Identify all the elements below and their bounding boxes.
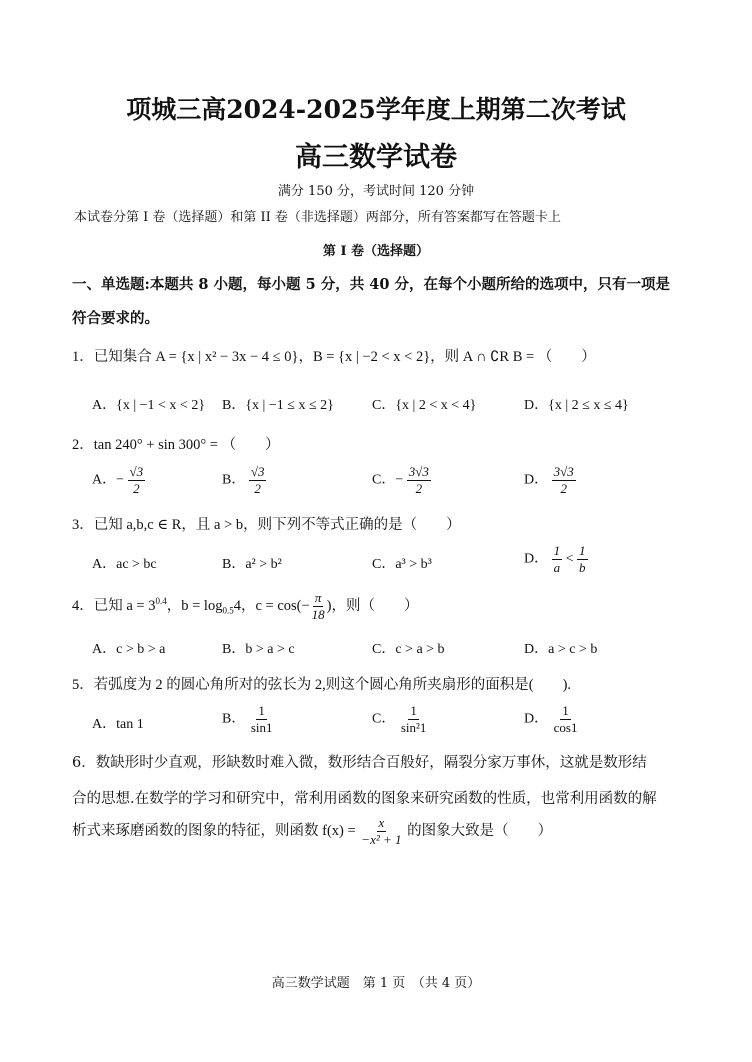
- option-label: B．: [222, 711, 246, 727]
- question-6-line3: [72, 815, 552, 848]
- question-1-stem: 1．已知集合 A = {x | x² − 3x − 4 ≤ 0}，B = {x | −2 < x < 2}，则 A ∩ ∁R B = （ ）: [72, 349, 596, 365]
- instructions: 本试卷分第 I 卷（选择题）和第 II 卷（非选择题）两部分，所有答案都写在答题卡上: [74, 210, 561, 225]
- question-3-option-d: [524, 543, 588, 576]
- section-heading-line2: 符合要求的。: [72, 310, 159, 327]
- option-label: D．: [524, 711, 549, 727]
- question-2-option-d: [524, 464, 576, 497]
- fraction-numerator: 1: [579, 543, 586, 558]
- exam-title: 项城三高2024-2025学年度上期第二次考试: [126, 95, 626, 124]
- log-base: 0.5: [222, 605, 234, 616]
- question-5-option-b: [222, 703, 275, 736]
- option-fraction: [407, 464, 431, 497]
- option-fraction: [249, 464, 267, 497]
- score-time-note: 满分 150 分，考试时间 120 分钟: [277, 184, 475, 199]
- fraction-numerator: √3: [129, 464, 144, 479]
- question-5-option-a: A．tan 1: [92, 717, 144, 732]
- question-3-option-a: A．ac > bc: [92, 557, 157, 572]
- fraction-denominator: sin²1: [400, 720, 427, 735]
- option-label: D．: [524, 551, 549, 567]
- option-sign: −: [116, 472, 125, 488]
- question-6-line2: 合的思想.在数学的学习和研究中，常利用函数的图象来研究函数的性质，也常利用函数的解: [72, 791, 657, 807]
- fraction-numerator: √3: [250, 464, 265, 479]
- stem-part: 的图象大致是（ ）: [407, 822, 553, 839]
- fraction-denominator: sin1: [250, 720, 273, 735]
- function-fraction: [359, 815, 403, 848]
- fraction-numerator: 1: [553, 543, 561, 558]
- option-sign: −: [395, 472, 404, 488]
- exponent: 0.4: [155, 596, 167, 606]
- fraction-numerator: 1: [562, 703, 569, 718]
- option-label: C．: [372, 472, 396, 488]
- option-fraction: [399, 703, 429, 736]
- section-heading-line1: 一、单选题:本题共 8 小题，每小题 5 分，共 40 分，在每个小题所给的选项中，只有一项是: [72, 276, 670, 293]
- question-4-option-b: B．b > a > c: [222, 642, 295, 657]
- fraction-numerator: π: [314, 590, 322, 605]
- stem-part: 4．已知 a = 3: [72, 597, 156, 614]
- question-4-option-a: A．c > b > a: [92, 642, 166, 657]
- question-3-option-b: B．a² > b²: [222, 557, 282, 572]
- fraction-numerator: 3√3: [553, 464, 574, 479]
- question-4-option-d: D．a > c > b: [524, 642, 598, 657]
- fraction-denominator: 2: [560, 481, 567, 496]
- paper-title: 高三数学试卷: [295, 142, 457, 173]
- option-fraction: [128, 464, 146, 497]
- relation-symbol: <: [565, 551, 574, 567]
- question-5-option-d: [524, 703, 579, 736]
- option-label: C．: [372, 711, 396, 727]
- question-5-option-c: [372, 703, 428, 736]
- pi-fraction: [310, 590, 327, 623]
- option-fraction: [552, 464, 576, 497]
- option-label: B．: [222, 472, 246, 488]
- question-5-stem: 5．若弧度为 2 的圆心角所对的弦长为 2,则这个圆心角所夹扇形的面积是( ).: [72, 677, 572, 693]
- stem-part: 4，c = cos(−: [233, 597, 310, 614]
- option-label: D．: [524, 472, 549, 488]
- question-6-line1: 6．数缺形时少直观，形缺数时难入微，数形结合百般好，隔裂分家万事休，这就是数形结: [72, 755, 647, 771]
- fraction-numerator: 1: [258, 703, 265, 718]
- stem-part: )，则（ ）: [326, 597, 419, 614]
- option-fraction: [552, 703, 580, 736]
- fraction-denominator: 2: [254, 481, 261, 496]
- question-4-stem: [72, 590, 419, 623]
- option-fraction: [249, 703, 275, 736]
- part-title: 第 I 卷（选择题）: [322, 244, 430, 259]
- fraction-denominator: a: [553, 560, 561, 575]
- stem-part: 析式来琢磨函数的图象的特征，则函数 f(x) =: [72, 822, 356, 839]
- question-1-option-d: D．{x | 2 ≤ x ≤ 4}: [524, 398, 629, 413]
- question-1-option-c: C．{x | 2 < x < 4}: [372, 398, 477, 413]
- fraction-denominator: cos1: [553, 720, 578, 735]
- fraction-denominator: −x² + 1: [361, 832, 402, 847]
- fraction-denominator: 2: [415, 481, 423, 496]
- fraction-denominator: 2: [133, 481, 140, 496]
- question-1-option-b: B．{x | −1 ≤ x ≤ 2}: [222, 398, 334, 413]
- option-fraction-left: [552, 543, 563, 576]
- question-2-option-a: [92, 464, 145, 497]
- fraction-numerator: x: [378, 815, 385, 830]
- question-2-stem: 2．tan 240° + sin 300° = （ ）: [72, 437, 280, 453]
- fraction-denominator: 18: [311, 607, 325, 622]
- question-1-option-a: A．{x | −1 < x < 2}: [92, 398, 206, 413]
- fraction-denominator: b: [579, 560, 586, 575]
- question-2-option-c: [372, 464, 431, 497]
- fraction-numerator: 3√3: [408, 464, 429, 479]
- option-fraction-right: [577, 543, 588, 576]
- option-label: A．: [92, 472, 117, 488]
- question-2-option-b: [222, 464, 266, 497]
- question-3-stem: 3．已知 a,b,c ∈ R，且 a > b，则下列不等式正确的是（ ）: [72, 517, 461, 533]
- question-4-option-c: C．c > a > b: [372, 642, 445, 657]
- fraction-numerator: 1: [410, 703, 417, 718]
- page-footer: 高三数学试题 第 1 页 （共 4 页）: [271, 976, 481, 991]
- stem-part: ，b = log: [166, 597, 223, 614]
- question-3-option-c: C．a³ > b³: [372, 557, 432, 572]
